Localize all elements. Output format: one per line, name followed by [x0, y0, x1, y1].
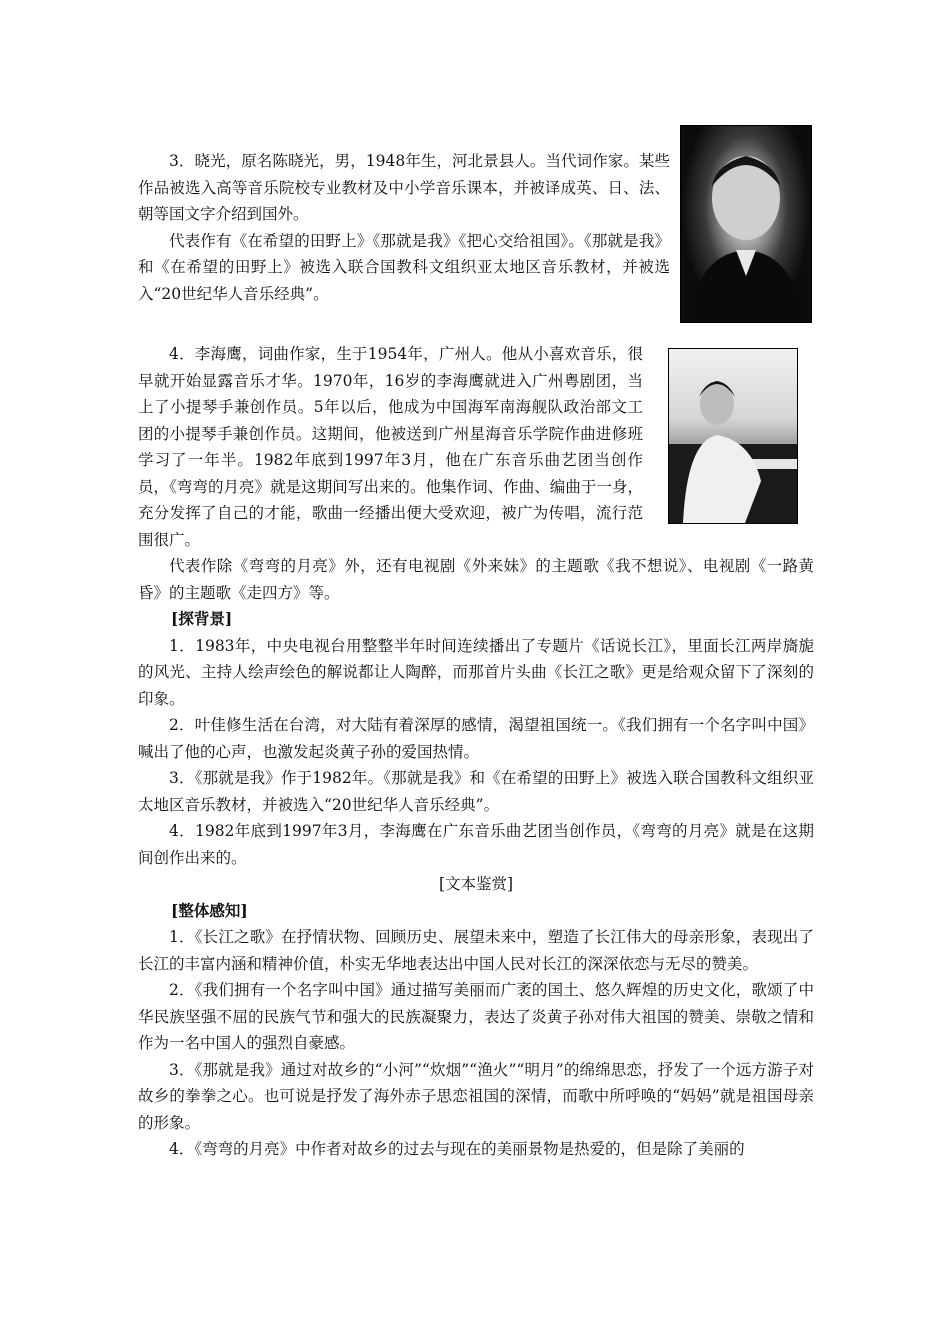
- appreciation-item-4: 4．《弯弯的月亮》中作者对故乡的过去与现在的美丽景物是热爱的，但是除了美丽的: [169, 1140, 745, 1158]
- background-item-4: 4．1982年底到1997年3月，李海鹰在广东音乐曲艺团当创作员，《弯弯的月亮》就是在这期间创作出来的。: [138, 822, 814, 867]
- background-item-3: 3．《那就是我》作于1982年。《那就是我》和《在希望的田野上》被选入联合国教科文组织亚太地区音乐教材，并被选入“20世纪华人音乐经典”。: [138, 769, 814, 814]
- appreciation-item-3: 3．《那就是我》通过对故乡的“小河”“炊烟”“渔火”“明月”的绵绵思恋，抒发了一个远方游子对故乡的拳拳之心。也可说是抒发了海外赤子思恋祖国的深情，而歌中所呼唤的“妈妈”就是祖国母亲的形象。: [138, 1060, 814, 1132]
- background-item-1: 1．1983年，中央电视台用整整半年时间连续播出了专题片《话说长江》，里面长江两岸旖旎的风光、主持人绘声绘色的解说都让人陶醉，而那首片头曲《长江之歌》更是给观众留下了深刻的印象。: [138, 636, 814, 708]
- heading-background: [探背景]: [171, 609, 233, 628]
- heading-overall-perception: [整体感知]: [171, 900, 248, 920]
- appreciation-item-1: 1．《长江之歌》在抒情状物、回顾历史、展望未来中，塑造了长江伟大的母亲形象，表现出了长江的丰富内涵和精神价值，朴实无华地表达出中国人民对长江的深深依恋与无尽的赞美。: [138, 928, 814, 973]
- paragraph-xiaoguang-bio: 3．晓光，原名陈晓光，男，1948年生，河北景县人。当代词作家。某些作品被选入高等音乐院校专业教材及中小学音乐课本，并被译成英、日、法、朝等国文字介绍到国外。: [138, 152, 670, 223]
- paragraph-xiaoguang-works: 代表作有《在希望的田野上》《那就是我》《把心交给祖国》。《那就是我》和《在希望的田野上》被选入联合国教科文组织亚太地区音乐教材，并被选入“20世纪华人音乐经典”。: [138, 231, 670, 303]
- section-title-text-appreciation: [文本鉴赏]: [438, 875, 514, 893]
- appreciation-item-2: 2．《我们拥有一个名字叫中国》通过描写美丽而广袤的国土、悠久辉煌的历史文化，歌颂了中华民族坚强不屈的民族气节和强大的民族凝聚力，表达了炎黄子孙对伟大祖国的赞美、崇敬之情和作为一名中国人的强烈自豪感。: [138, 981, 814, 1052]
- background-item-2: 2．叶佳修生活在台湾，对大陆有着深厚的感情，渴望祖国统一。《我们拥有一个名字叫中国》喊出了他的心声，也激发起炎黄子孙的爱国热情。: [138, 716, 814, 761]
- paragraph-lihaiying-bio: 4．李海鹰，词曲作家，生于1954年，广州人。他从小喜欢音乐，很早就开始显露音乐才华。1970年，16岁的李海鹰就进入广州粤剧团，当上了小提琴手兼创作员。5年以后，他成为中国海军南海舰队政治部文工团的小提琴手兼创作员。这期间，他被送到广州星海音乐学院作曲进修班学习了一年半。1982年底到1997年3月，他在广东音乐曲艺团当创作员，《弯弯的月亮》就是这期间写出来的。他集作词、作曲、编曲于一身，充分发挥了自己的才能，歌曲一经播出便大受欢迎，被广为传唱，流行范围很广。: [138, 345, 643, 549]
- paragraph-lihaiying-works: 代表作除《弯弯的月亮》外，还有电视剧《外来妹》的主题歌《我不想说》、电视剧《一路黄昏》的主题歌《走四方》等。: [138, 557, 814, 602]
